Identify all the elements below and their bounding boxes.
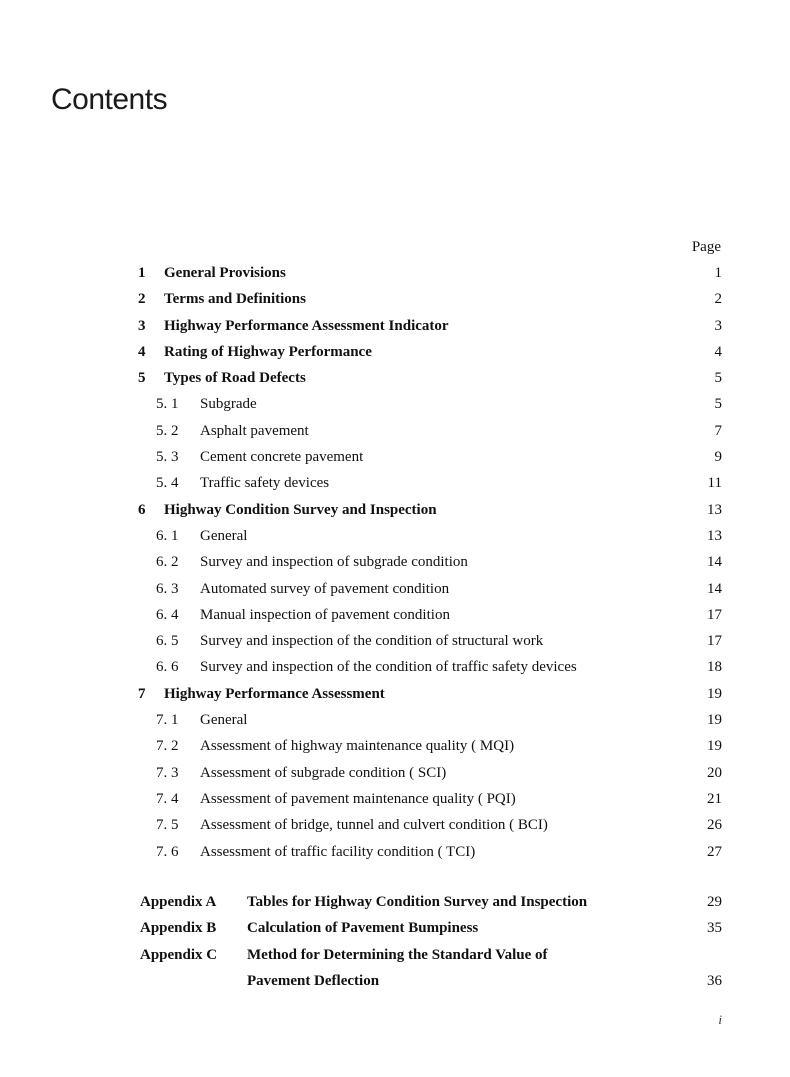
toc-section-row[interactable] (138, 707, 722, 733)
toc-title: Survey and inspection of the condition of traffic safety devices (200, 659, 577, 676)
toc-page-number: 4 (714, 343, 722, 360)
toc-chapter-row[interactable] (138, 286, 722, 312)
toc-number: 6. 4 (156, 606, 179, 623)
toc-page-number: 19 (707, 685, 722, 702)
toc-title: Subgrade (200, 396, 257, 413)
toc-page-number: 1 (714, 265, 722, 281)
toc-section-row[interactable] (138, 733, 722, 759)
toc-chapter-row[interactable] (138, 260, 722, 286)
toc-page-number: 2 (714, 291, 722, 308)
toc-chapter-row[interactable] (138, 365, 722, 391)
toc-number: 7. 6 (156, 843, 179, 860)
toc-page-number: 19 (707, 712, 722, 729)
toc-page-number: 19 (707, 738, 722, 755)
toc-page-number: 3 (714, 317, 722, 334)
toc-title: Cement concrete pavement (200, 449, 364, 466)
toc-number: 2 (138, 291, 146, 308)
toc-number: 7 (138, 685, 146, 702)
toc-number: 7. 3 (156, 764, 179, 781)
toc-number: 6. 5 (156, 633, 179, 650)
toc-number: 7. 2 (156, 738, 179, 755)
appendix-label: Appendix A (140, 894, 217, 910)
appendix-label: Appendix C (140, 946, 218, 963)
toc-title: Assessment of bridge, tunnel and culvert condition ( BCI) (200, 817, 548, 834)
appendix-page-number: 36 (707, 972, 722, 989)
toc-page-number: 17 (707, 633, 722, 650)
toc-title: Assessment of subgrade condition ( SCI) (200, 764, 447, 781)
appendix-row[interactable] (140, 942, 722, 968)
appendix-row[interactable] (140, 968, 722, 994)
toc-number: 7. 4 (156, 790, 179, 807)
appendix-title: Pavement Deflection (247, 972, 380, 989)
toc-page-number: 26 (707, 817, 722, 834)
toc-page-number: 11 (707, 475, 722, 492)
toc-title: Survey and inspection of the condition of structural work (200, 633, 544, 650)
toc-page-number: 9 (714, 449, 722, 466)
toc-number: 5. 4 (156, 475, 179, 492)
toc-title: Assessment of pavement maintenance quality ( PQI) (200, 790, 516, 807)
appendix-row[interactable] (140, 889, 722, 915)
toc-chapter-row[interactable] (138, 313, 722, 339)
toc-number: 5. 1 (156, 396, 179, 413)
toc-chapter-row[interactable] (138, 339, 722, 365)
appendix-label: Appendix B (140, 920, 217, 937)
toc-section-row[interactable] (138, 418, 722, 444)
toc-page-number: 5 (714, 370, 722, 387)
toc-number: 3 (138, 317, 146, 334)
toc-number: 7. 5 (156, 817, 179, 834)
toc-page-number: 27 (707, 843, 722, 860)
toc-section-row[interactable] (138, 391, 722, 417)
toc-number: 6. 6 (156, 659, 179, 676)
toc-title: General Provisions (164, 265, 286, 281)
toc-section-row[interactable] (138, 549, 722, 575)
toc-page-number: 14 (707, 580, 722, 597)
toc-section-row[interactable] (138, 602, 722, 628)
appendix-row[interactable] (140, 915, 722, 941)
toc-section-row[interactable] (138, 523, 722, 549)
appendix-page-number: 29 (707, 894, 722, 910)
toc-title: Highway Performance Assessment Indicator (164, 317, 449, 334)
toc-page-number: 17 (707, 606, 722, 623)
toc-title: Automated survey of pavement condition (200, 580, 450, 597)
appendix-title: Calculation of Pavement Bumpiness (247, 920, 479, 937)
toc-title: Assessment of traffic facility condition ( TCI) (200, 843, 476, 860)
toc-page-number: 13 (707, 527, 722, 544)
toc-page-number: 21 (707, 790, 722, 807)
toc-number: 6. 2 (156, 554, 179, 571)
page-title: Contents (51, 83, 168, 116)
toc-section-row[interactable] (138, 576, 722, 602)
appendix-title: Method for Determining the Standard Value of (247, 946, 548, 963)
toc-title: General (200, 527, 248, 544)
toc-section-row[interactable] (138, 654, 722, 680)
appendix-page-number: 35 (707, 920, 722, 937)
toc-section-row[interactable] (138, 760, 722, 786)
toc-section-row[interactable] (138, 786, 722, 812)
toc-number: 6. 3 (156, 580, 179, 597)
appendix-title: Tables for Highway Condition Survey and Inspection (247, 894, 588, 910)
toc-number: 1 (138, 265, 146, 281)
appendix-list (140, 889, 722, 994)
toc-title: Terms and Definitions (164, 291, 306, 308)
table-of-contents (138, 260, 722, 865)
toc-section-row[interactable] (138, 839, 722, 865)
toc-title: General (200, 712, 248, 729)
toc-number: 7. 1 (156, 712, 179, 729)
toc-number: 5. 2 (156, 422, 179, 439)
toc-page-number: 5 (714, 396, 722, 413)
toc-number: 4 (138, 343, 146, 360)
toc-title: Types of Road Defects (164, 370, 306, 387)
page-column-label: Page (691, 239, 721, 255)
toc-chapter-row[interactable] (138, 681, 722, 707)
toc-page-number: 7 (714, 422, 722, 439)
toc-number: 6 (138, 501, 146, 518)
toc-title: Highway Condition Survey and Inspection (164, 501, 437, 518)
toc-number: 6. 1 (156, 527, 179, 544)
toc-section-row[interactable] (138, 812, 722, 838)
page-folio: i (718, 1012, 722, 1027)
toc-title: Asphalt pavement (200, 422, 309, 439)
toc-title: Assessment of highway maintenance quality ( MQI) (200, 738, 515, 755)
toc-number: 5. 3 (156, 449, 179, 466)
toc-title: Rating of Highway Performance (164, 343, 372, 360)
toc-title: Highway Performance Assessment (164, 685, 385, 702)
toc-title: Traffic safety devices (200, 475, 330, 492)
toc-section-row[interactable] (138, 444, 722, 470)
toc-chapter-row[interactable] (138, 497, 722, 523)
toc-page-number: 13 (707, 501, 722, 518)
toc-title: Manual inspection of pavement condition (200, 606, 450, 623)
toc-title: Survey and inspection of subgrade condition (200, 554, 468, 571)
toc-number: 5 (138, 370, 146, 387)
toc-section-row[interactable] (138, 470, 722, 496)
toc-section-row[interactable] (138, 628, 722, 654)
toc-page-number: 18 (707, 659, 722, 676)
toc-page-number: 20 (707, 764, 722, 781)
toc-page-number: 14 (707, 554, 722, 571)
